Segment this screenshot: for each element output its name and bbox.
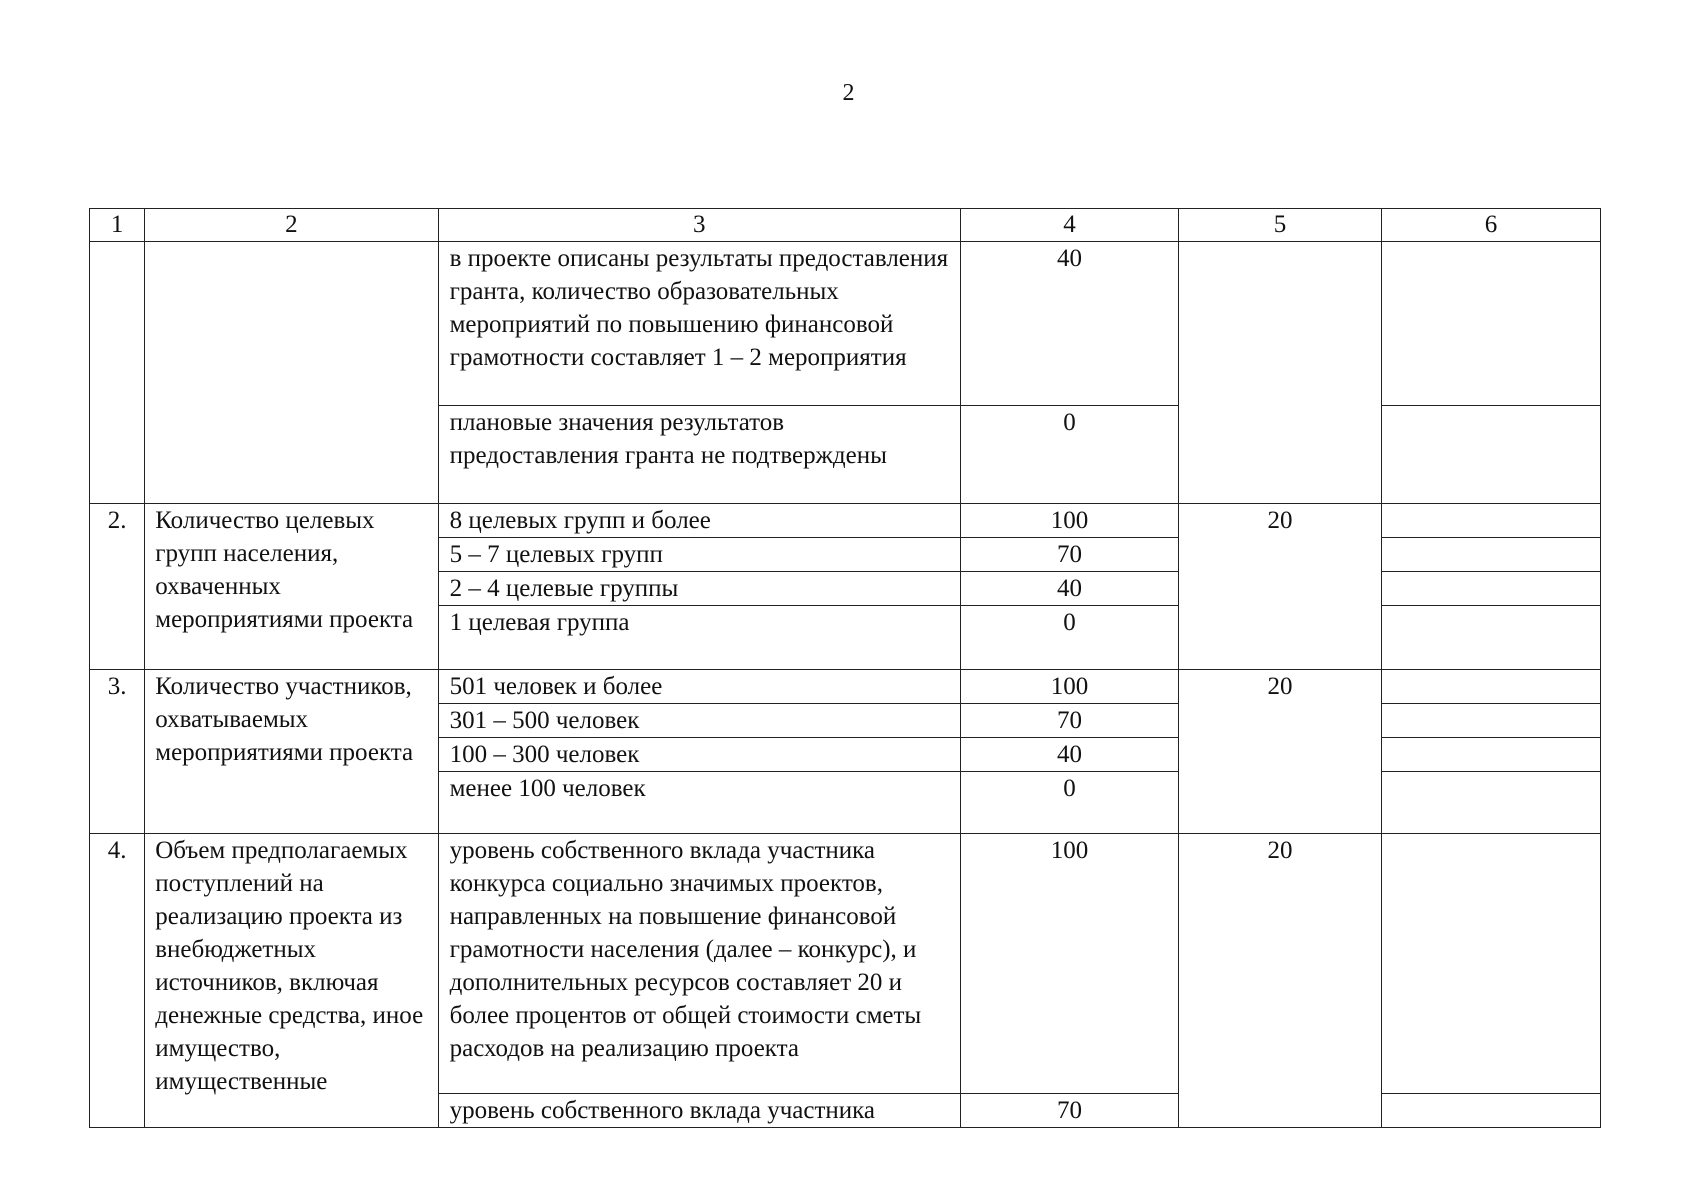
score-cell [1381, 738, 1600, 772]
criterion-cell: Количество целевых групп населения, охваченных мероприятиями проекта [145, 504, 438, 670]
score-cell [1381, 538, 1600, 572]
table-row [90, 504, 1601, 538]
option-points: 70 [961, 1094, 1179, 1128]
option-text: уровень собственного вклада участника конкурса социально значимых проектов, направленных на повышение финансовой грамотности населения (далее – конкурс), и дополнительных ресурсов составляет 20 и более процентов от общей стоимости сметы расходов на реализацию проекта [438, 834, 960, 1094]
option-text: в проекте описаны результаты предоставления гранта, количество образовательных мероприятий по повышению финансовой грамотности составляет 1 – 2 мероприятия [438, 242, 960, 406]
option-text: 100 – 300 человек [438, 738, 960, 772]
page-number: 2 [842, 80, 855, 106]
score-cell [1381, 772, 1600, 834]
option-points: 0 [961, 772, 1179, 834]
option-points: 70 [961, 704, 1179, 738]
criteria-table [89, 208, 1601, 1128]
criterion-weight: 20 [1179, 504, 1382, 670]
option-text: 501 человек и более [438, 670, 960, 704]
option-text: 5 – 7 целевых групп [438, 538, 960, 572]
row-number: 4. [90, 834, 145, 1128]
header-cell: 5 [1179, 209, 1382, 242]
score-cell [1381, 834, 1600, 1094]
criterion-cell: Количество участников, охватываемых мероприятиями проекта [145, 670, 438, 834]
score-cell [1381, 242, 1600, 406]
row-number: 3. [90, 670, 145, 834]
score-cell [1381, 606, 1600, 670]
criterion-cell [145, 242, 438, 504]
option-points: 40 [961, 572, 1179, 606]
option-text: плановые значения результатов предоставления гранта не подтверждены [438, 406, 960, 504]
score-cell [1381, 504, 1600, 538]
option-points: 0 [961, 606, 1179, 670]
header-cell: 4 [961, 209, 1179, 242]
row-number [90, 242, 145, 504]
option-points: 40 [961, 738, 1179, 772]
score-cell [1381, 704, 1600, 738]
score-cell [1381, 406, 1600, 504]
criterion-weight [1179, 242, 1382, 504]
option-points: 100 [961, 504, 1179, 538]
option-text: 301 – 500 человек [438, 704, 960, 738]
option-text: 1 целевая группа [438, 606, 960, 670]
table-row [90, 242, 1601, 406]
option-text: 8 целевых групп и более [438, 504, 960, 538]
criterion-weight: 20 [1179, 834, 1382, 1128]
table-header-row [90, 209, 1601, 242]
header-cell: 6 [1381, 209, 1600, 242]
option-points: 70 [961, 538, 1179, 572]
criterion-weight: 20 [1179, 670, 1382, 834]
table-row [90, 834, 1601, 1094]
option-text: 2 – 4 целевые группы [438, 572, 960, 606]
header-cell: 2 [145, 209, 438, 242]
option-points: 0 [961, 406, 1179, 504]
option-points: 100 [961, 834, 1179, 1094]
score-cell [1381, 670, 1600, 704]
score-cell [1381, 572, 1600, 606]
header-cell: 1 [90, 209, 145, 242]
option-text: уровень собственного вклада участника [438, 1094, 960, 1128]
option-points: 40 [961, 242, 1179, 406]
row-number: 2. [90, 504, 145, 670]
criterion-cell: Объем предполагаемых поступлений на реализацию проекта из внебюджетных источников, включая денежные средства, иное имущество, имущественные [145, 834, 438, 1128]
header-cell: 3 [438, 209, 960, 242]
option-points: 100 [961, 670, 1179, 704]
option-text: менее 100 человек [438, 772, 960, 834]
score-cell [1381, 1094, 1600, 1128]
table-row [90, 670, 1601, 704]
